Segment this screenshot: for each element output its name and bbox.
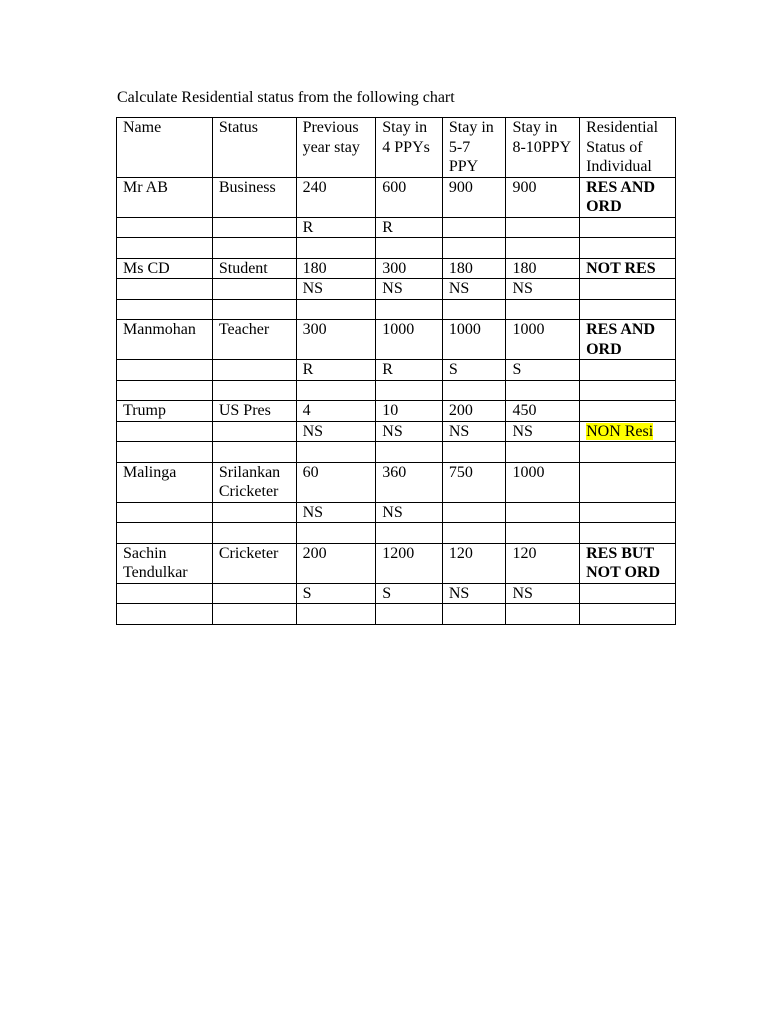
header-status: Status [212,118,296,178]
table-cell-status [212,502,296,523]
table-cell-status [212,421,296,442]
table-cell-name [117,217,213,238]
table-cell-previous-year-stay [296,299,376,320]
table-cell-stay-in-8-10-ppy [506,442,580,463]
table-cell-residential-status [580,442,676,463]
table-row [117,177,676,217]
table-cell-stay-in-4-ppys [376,604,443,625]
table-row [117,502,676,523]
table-cell-stay-in-5-7-ppy: NS [442,583,506,604]
table-cell-previous-year-stay: R [296,217,376,238]
header-residential-status: Residential Status of Individual [580,118,676,178]
table-cell-stay-in-5-7-ppy: 1000 [442,320,506,360]
table-cell-stay-in-8-10-ppy: 1000 [506,462,580,502]
table-cell-stay-in-8-10-ppy: S [506,360,580,381]
table-row [117,462,676,502]
table-row [117,320,676,360]
table-cell-status [212,380,296,401]
table-row [117,523,676,544]
table-cell-status: Srilankan Cricketer [212,462,296,502]
table-cell-previous-year-stay [296,523,376,544]
table-cell-name [117,299,213,320]
table-row [117,421,676,442]
table-cell-name: Manmohan [117,320,213,360]
residential-status-table [116,117,676,625]
table-cell-previous-year-stay: 60 [296,462,376,502]
table-cell-residential-status [580,583,676,604]
table-cell-stay-in-4-ppys: 300 [376,258,443,279]
table-cell-status [212,583,296,604]
table-cell-stay-in-5-7-ppy: NS [442,279,506,300]
table-cell-previous-year-stay [296,604,376,625]
table-row [117,299,676,320]
table-cell-stay-in-8-10-ppy [506,604,580,625]
table-cell-status: Business [212,177,296,217]
table-cell-residential-status [580,462,676,502]
table-cell-stay-in-5-7-ppy: 120 [442,543,506,583]
table-cell-stay-in-4-ppys [376,238,443,259]
table-cell-stay-in-8-10-ppy: 180 [506,258,580,279]
table-cell-stay-in-4-ppys: 1200 [376,543,443,583]
table-cell-status [212,279,296,300]
table-cell-stay-in-4-ppys: 600 [376,177,443,217]
table-cell-previous-year-stay: NS [296,502,376,523]
table-cell-status [212,604,296,625]
highlighted-text: NON Resi [586,422,654,440]
table-cell-residential-status [580,604,676,625]
table-cell-stay-in-8-10-ppy: 120 [506,543,580,583]
table-cell-stay-in-8-10-ppy: 900 [506,177,580,217]
table-cell-residential-status: RES AND ORD [580,177,676,217]
table-row [117,217,676,238]
table-cell-stay-in-4-ppys [376,523,443,544]
table-cell-status: Student [212,258,296,279]
table-cell-name [117,279,213,300]
table-cell-name [117,583,213,604]
table-cell-residential-status [580,502,676,523]
table-row [117,360,676,381]
table-cell-stay-in-4-ppys [376,299,443,320]
table-cell-stay-in-8-10-ppy: NS [506,279,580,300]
table-cell-name [117,604,213,625]
table-cell-previous-year-stay [296,238,376,259]
table-cell-name: Trump [117,401,213,422]
table-cell-previous-year-stay: R [296,360,376,381]
table-cell-previous-year-stay: 300 [296,320,376,360]
table-cell-status: US Pres [212,401,296,422]
table-cell-residential-status [580,523,676,544]
table-cell-residential-status: RES BUT NOT ORD [580,543,676,583]
table-cell-status [212,360,296,381]
table-cell-previous-year-stay [296,442,376,463]
table-cell-name [117,442,213,463]
table-cell-stay-in-5-7-ppy [442,238,506,259]
table-cell-previous-year-stay: 200 [296,543,376,583]
table-cell-name: Sachin Tendulkar [117,543,213,583]
table-cell-stay-in-5-7-ppy: S [442,360,506,381]
table-cell-name [117,360,213,381]
table-row [117,583,676,604]
table-cell-stay-in-5-7-ppy [442,604,506,625]
table-cell-stay-in-5-7-ppy: 750 [442,462,506,502]
table-cell-residential-status [580,380,676,401]
table-row [117,543,676,583]
table-cell-stay-in-5-7-ppy: 900 [442,177,506,217]
table-cell-stay-in-5-7-ppy [442,380,506,401]
header-stay-in-8-10-ppy: Stay in 8-10PPY [506,118,580,178]
table-cell-previous-year-stay: 180 [296,258,376,279]
table-row [117,238,676,259]
table-cell-previous-year-stay: S [296,583,376,604]
table-row [117,258,676,279]
table-cell-stay-in-8-10-ppy: NS [506,421,580,442]
table-cell-residential-status [580,360,676,381]
table-body [117,118,676,625]
table-cell-stay-in-8-10-ppy [506,299,580,320]
table-cell-stay-in-8-10-ppy [506,380,580,401]
table-cell-stay-in-4-ppys [376,380,443,401]
table-cell-name [117,502,213,523]
table-row [117,442,676,463]
table-cell-residential-status: RES AND ORD [580,320,676,360]
table-cell-name [117,421,213,442]
table-cell-previous-year-stay [296,380,376,401]
table-cell-previous-year-stay: NS [296,279,376,300]
table-cell-stay-in-5-7-ppy [442,502,506,523]
table-row [117,380,676,401]
table-cell-status [212,299,296,320]
table-cell-name: Malinga [117,462,213,502]
table-cell-status: Teacher [212,320,296,360]
table-cell-residential-status [580,217,676,238]
table-cell-residential-status [580,421,676,442]
table-cell-name [117,238,213,259]
table-cell-name: Mr AB [117,177,213,217]
table-cell-stay-in-8-10-ppy [506,523,580,544]
table-header-row [117,118,676,178]
page-title: Calculate Residential status from the following chart [117,89,455,106]
table-cell-status: Cricketer [212,543,296,583]
header-stay-in-5-7-ppy: Stay in 5-7 PPY [442,118,506,178]
table-cell-status [212,238,296,259]
table-cell-name [117,380,213,401]
table-cell-stay-in-5-7-ppy: 180 [442,258,506,279]
table-row [117,279,676,300]
table-cell-stay-in-8-10-ppy [506,502,580,523]
table-cell-stay-in-5-7-ppy: 200 [442,401,506,422]
table-cell-stay-in-4-ppys: R [376,217,443,238]
table-cell-stay-in-4-ppys: R [376,360,443,381]
table-cell-status [212,217,296,238]
table-cell-previous-year-stay: NS [296,421,376,442]
table-cell-stay-in-4-ppys: NS [376,279,443,300]
table-cell-stay-in-4-ppys: 1000 [376,320,443,360]
table-row [117,401,676,422]
table-cell-stay-in-8-10-ppy: 1000 [506,320,580,360]
table-cell-stay-in-8-10-ppy [506,217,580,238]
table-cell-status [212,523,296,544]
table-cell-residential-status [580,299,676,320]
table-cell-status [212,442,296,463]
table-cell-residential-status: NOT RES [580,258,676,279]
header-name: Name [117,118,213,178]
table-cell-residential-status [580,279,676,300]
table-cell-stay-in-5-7-ppy [442,442,506,463]
table-cell-stay-in-5-7-ppy [442,299,506,320]
table-cell-name: Ms CD [117,258,213,279]
table-cell-name [117,523,213,544]
table-cell-stay-in-8-10-ppy: NS [506,583,580,604]
table-row [117,604,676,625]
table-cell-stay-in-4-ppys: NS [376,421,443,442]
table-cell-previous-year-stay: 4 [296,401,376,422]
table-cell-stay-in-5-7-ppy [442,217,506,238]
table-cell-stay-in-4-ppys: 360 [376,462,443,502]
table-cell-stay-in-5-7-ppy: NS [442,421,506,442]
table-cell-residential-status [580,238,676,259]
table-cell-stay-in-4-ppys: NS [376,502,443,523]
header-previous-year-stay: Previous year stay [296,118,376,178]
table-cell-stay-in-8-10-ppy: 450 [506,401,580,422]
table-cell-stay-in-8-10-ppy [506,238,580,259]
table-cell-stay-in-4-ppys: S [376,583,443,604]
table-cell-stay-in-4-ppys: 10 [376,401,443,422]
table-cell-stay-in-5-7-ppy [442,523,506,544]
table-cell-previous-year-stay: 240 [296,177,376,217]
header-stay-in-4-ppys: Stay in 4 PPYs [376,118,443,178]
table-cell-stay-in-4-ppys [376,442,443,463]
table-cell-residential-status [580,401,676,422]
